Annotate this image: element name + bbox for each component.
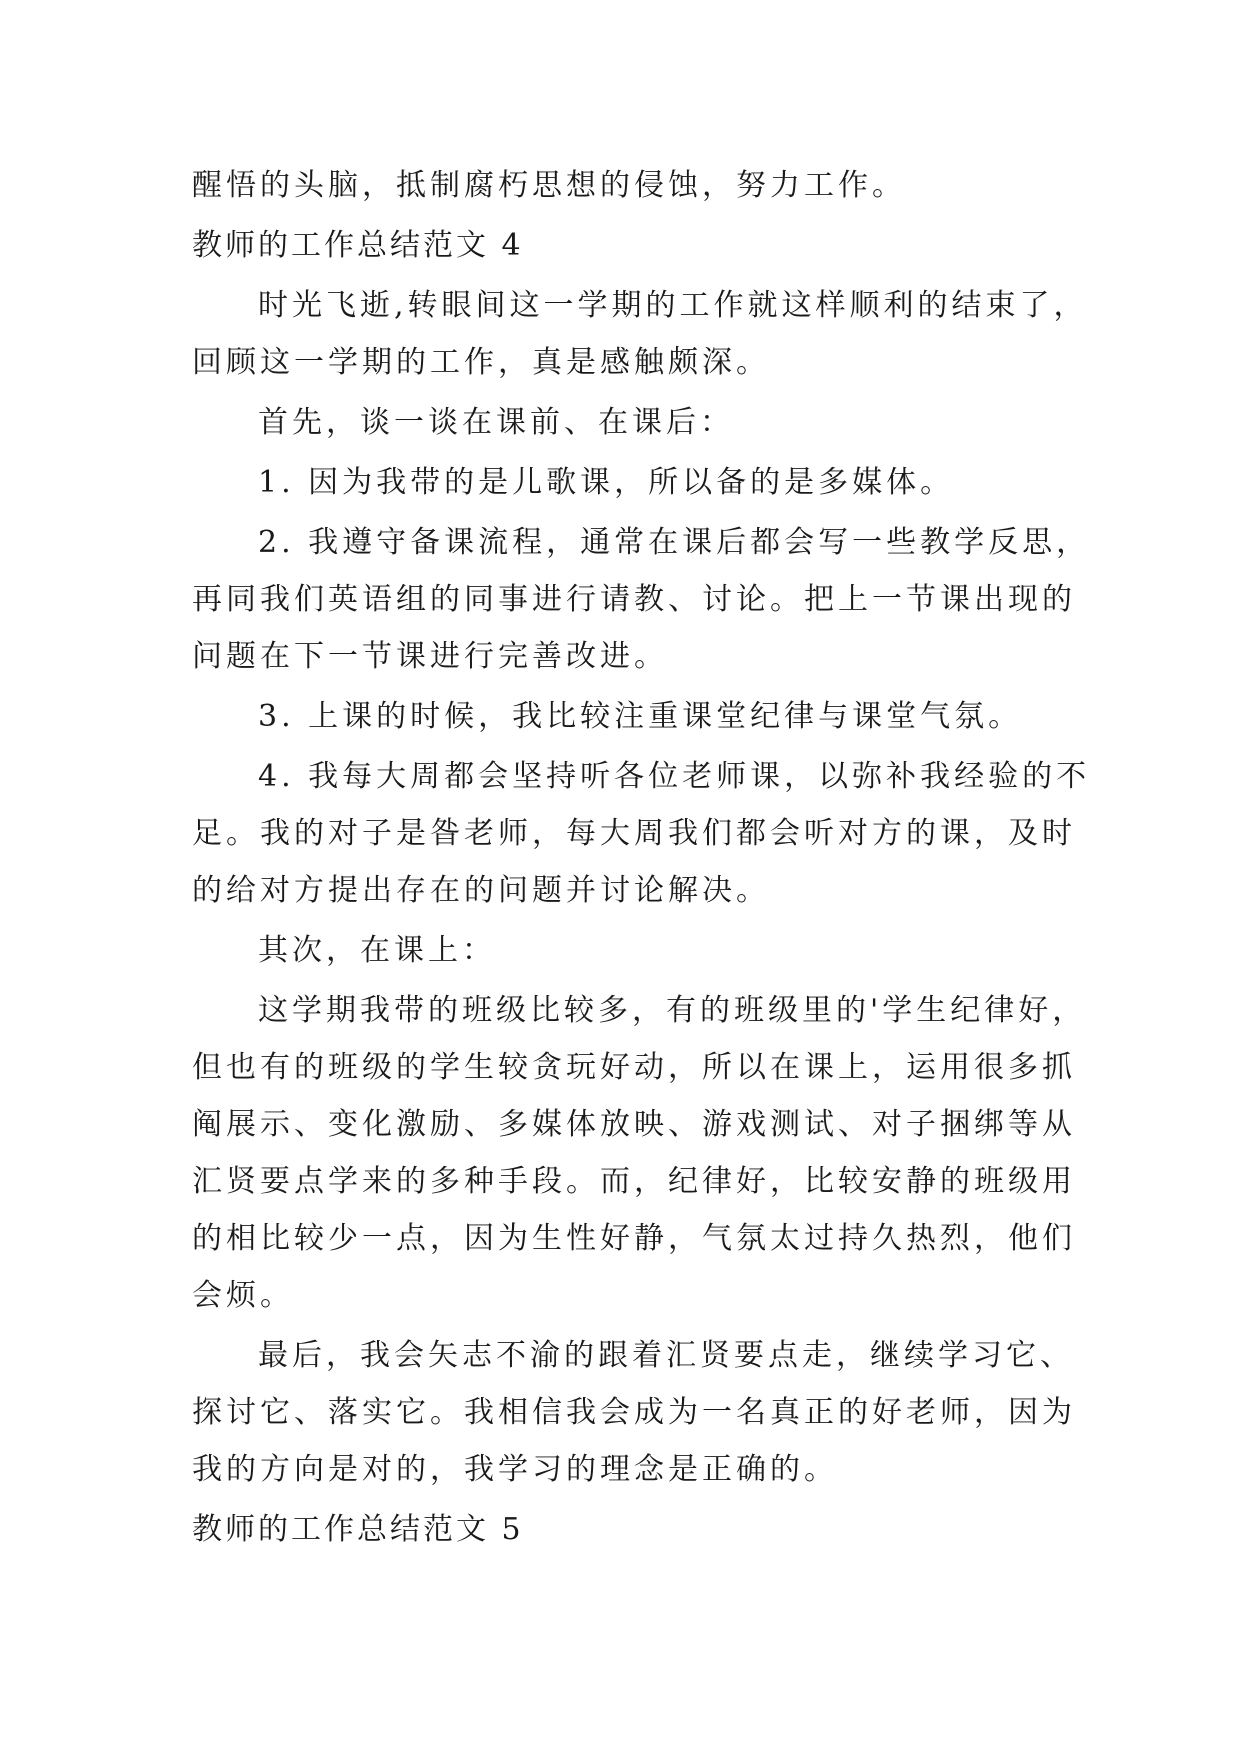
- text-line: 问题在下一节课进行完善改进。: [192, 639, 668, 674]
- text-line: 时光飞逝,转眼间这一学期的工作就这样顺利的结束了，: [258, 288, 1088, 323]
- text-line: 但也有的班级的学生较贪玩好动，所以在课上，运用很多抓: [192, 1050, 1076, 1085]
- text-line: 最后，我会矢志不渝的跟着汇贤要点走，继续学习它、: [258, 1338, 1074, 1373]
- text-line: 的给对方提出存在的问题并讨论解决。: [192, 873, 770, 908]
- list-item: 3. 上课的时候，我比较注重课堂纪律与课堂气氛。: [258, 699, 1023, 734]
- list-item: 4. 我每大周都会坚持听各位老师课，以弥补我经验的不: [258, 759, 1091, 794]
- text-line: 再同我们英语组的同事进行请教、讨论。把上一节课出现的: [192, 582, 1076, 617]
- section-heading: 教师的工作总结范文 5: [192, 1512, 524, 1547]
- text-line: 其次，在课上：: [258, 933, 496, 968]
- text-line: 醒悟的头脑，抵制腐朽思想的侵蚀，努力工作。: [192, 168, 906, 203]
- text-line: 阄展示、变化激励、多媒体放映、游戏测试、对子捆绑等从: [192, 1107, 1076, 1142]
- text-line: 这学期我带的班级比较多，有的班级里的'学生纪律好，: [258, 993, 1087, 1028]
- section-heading: 教师的工作总结范文 4: [192, 228, 524, 263]
- text-line: 会烦。: [192, 1278, 294, 1313]
- text-line: 探讨它、落实它。我相信我会成为一名真正的好老师，因为: [192, 1395, 1076, 1430]
- text-line: 足。我的对子是昝老师，每大周我们都会听对方的课，及时: [192, 816, 1076, 851]
- text-line: 我的方向是对的，我学习的理念是正确的。: [192, 1452, 838, 1487]
- text-line: 的相比较少一点，因为生性好静，气氛太过持久热烈，他们: [192, 1221, 1076, 1256]
- text-line: 汇贤要点学来的多种手段。而，纪律好，比较安静的班级用: [192, 1164, 1076, 1199]
- list-item: 1. 因为我带的是儿歌课，所以备的是多媒体。: [258, 465, 955, 500]
- text-line: 回顾这一学期的工作，真是感触颇深。: [192, 345, 770, 380]
- list-item: 2. 我遵守备课流程，通常在课后都会写一些教学反思，: [258, 525, 1091, 560]
- text-line: 首先，谈一谈在课前、在课后：: [258, 405, 734, 440]
